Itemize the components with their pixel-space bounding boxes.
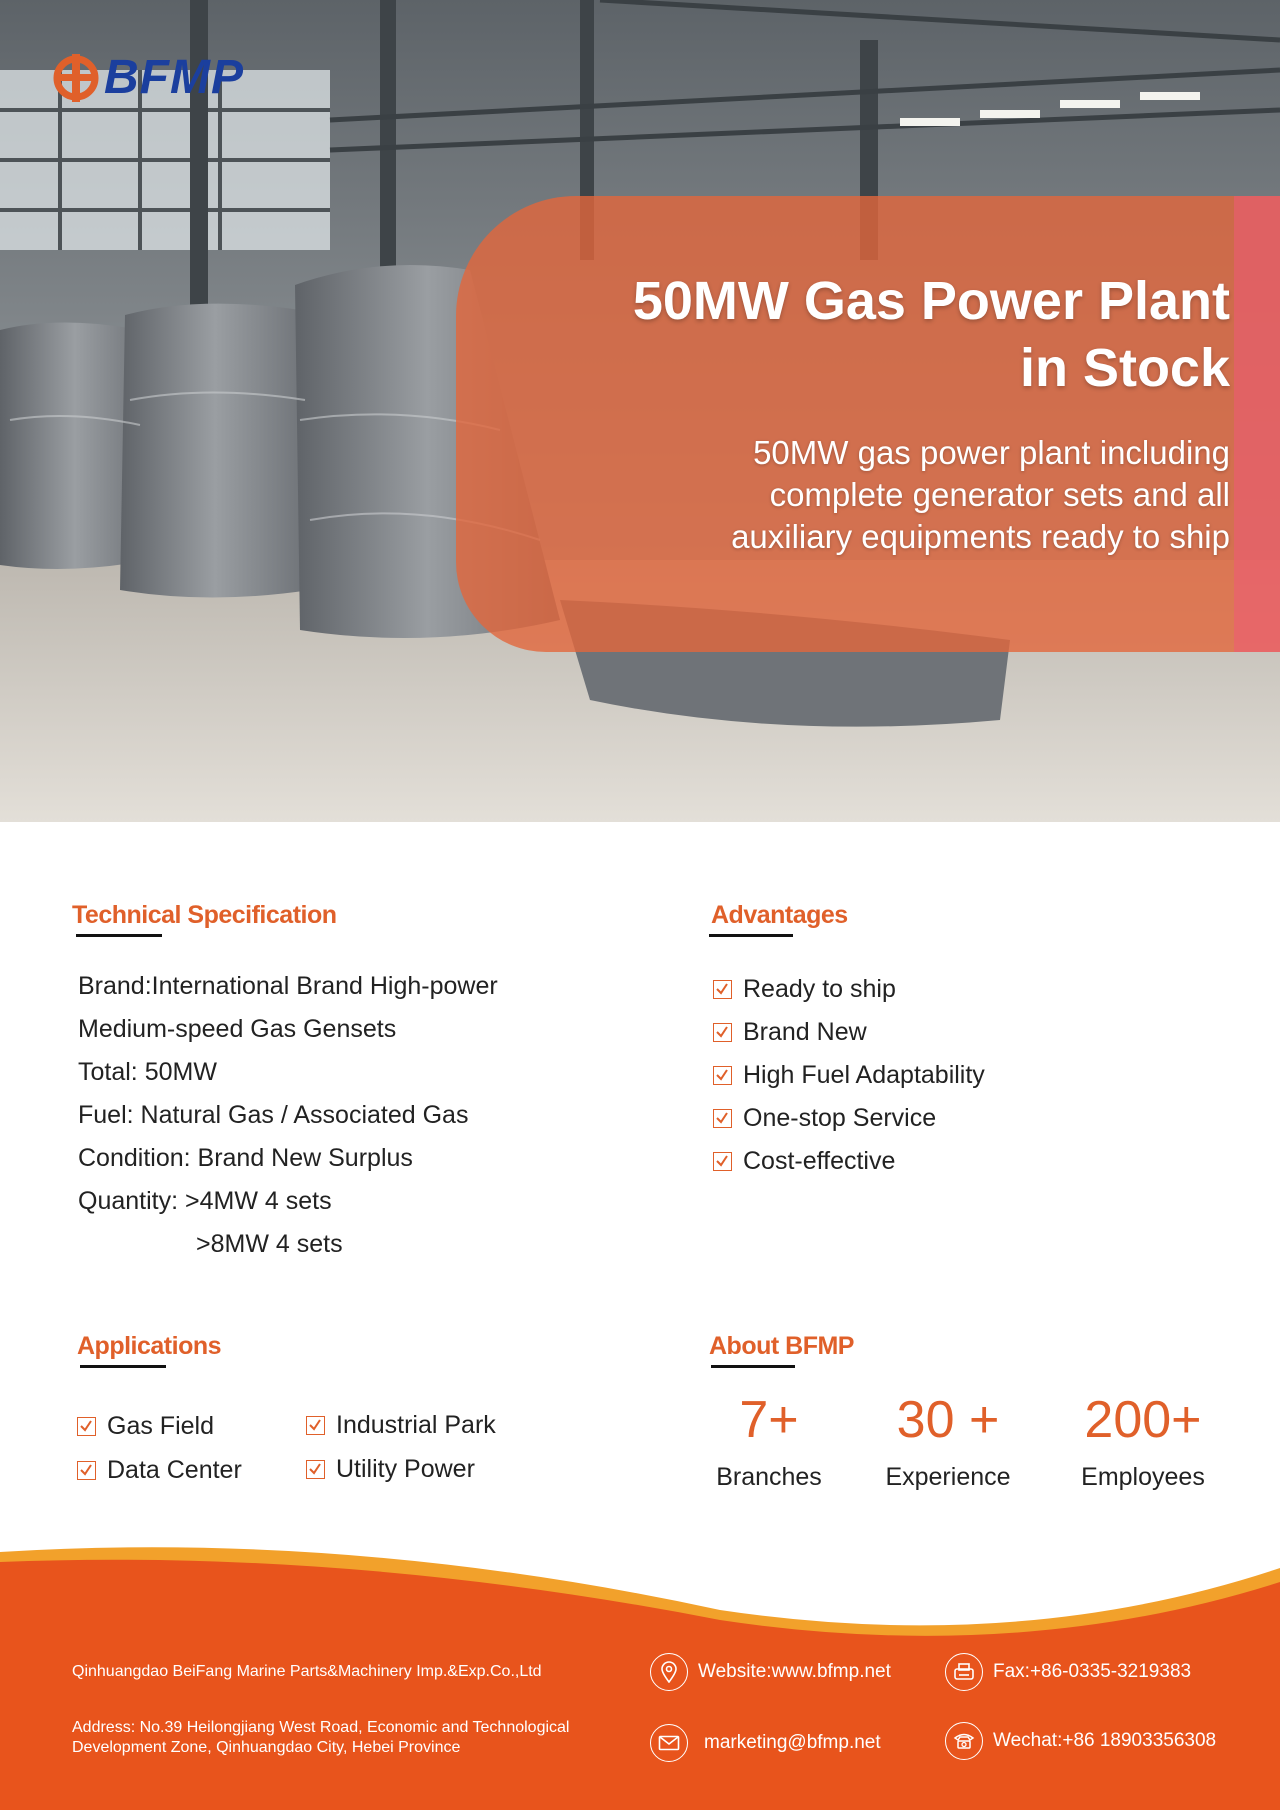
email-link[interactable]: marketing@bfmp.net bbox=[704, 1732, 881, 1753]
stat-value: 30 + bbox=[896, 1391, 1000, 1449]
hero-title bbox=[470, 268, 1230, 402]
about-underline bbox=[711, 1365, 795, 1368]
advantages-underline bbox=[709, 934, 793, 937]
application-label: Industrial Park bbox=[336, 1411, 496, 1439]
fax-icon bbox=[945, 1653, 983, 1691]
hero-title-line2: in Stock bbox=[1019, 338, 1230, 398]
advantage-item bbox=[713, 1146, 895, 1176]
check-icon bbox=[713, 1023, 732, 1042]
check-icon bbox=[713, 1109, 732, 1128]
applications-underline bbox=[80, 1365, 166, 1368]
hero-subtitle bbox=[610, 432, 1230, 558]
advantage-item bbox=[713, 1103, 936, 1133]
spec-line-total: Total: 50MW bbox=[78, 1058, 217, 1086]
check-icon bbox=[713, 1066, 732, 1085]
mail-icon bbox=[650, 1724, 688, 1762]
footer-website[interactable] bbox=[650, 1653, 891, 1691]
website-link[interactable]: Website:www.bfmp.net bbox=[698, 1661, 891, 1682]
application-item bbox=[306, 1454, 475, 1484]
check-icon bbox=[306, 1460, 325, 1479]
advantage-item bbox=[713, 1060, 985, 1090]
check-icon bbox=[713, 1152, 732, 1171]
tech-spec-heading: Technical Specification bbox=[72, 901, 337, 929]
spec-line-quantity: Quantity: >4MW 4 sets bbox=[78, 1187, 332, 1215]
bfmp-logo bbox=[52, 52, 244, 104]
spec-line-brand-cont: Medium-speed Gas Gensets bbox=[78, 1015, 397, 1043]
fax-number: Fax:+86-0335-3219383 bbox=[993, 1661, 1192, 1682]
application-label: Gas Field bbox=[107, 1412, 214, 1440]
footer-company-name: Qinhuangdao BeiFang Marine Parts&Machinery Imp.&Exp.Co.,Ltd bbox=[72, 1663, 542, 1680]
footer-address-line2: Development Zone, Qinhuangdao City, Hebei Province bbox=[72, 1739, 461, 1756]
logo-emblem-icon bbox=[52, 52, 100, 104]
check-icon bbox=[713, 980, 732, 999]
application-label: Utility Power bbox=[336, 1455, 475, 1483]
advantage-item bbox=[713, 974, 896, 1004]
footer-address-line1: Address: No.39 Heilongjiang West Road, Economic and Technological bbox=[72, 1719, 570, 1736]
hero-banner bbox=[0, 0, 1280, 822]
spec-line-condition: Condition: Brand New Surplus bbox=[78, 1144, 413, 1172]
stat-branches bbox=[699, 1392, 839, 1492]
stat-employees bbox=[1061, 1392, 1225, 1492]
application-label: Data Center bbox=[107, 1456, 242, 1484]
footer-wechat bbox=[945, 1722, 1216, 1760]
about-heading: About BFMP bbox=[709, 1332, 854, 1360]
check-icon bbox=[77, 1417, 96, 1436]
advantage-label: One-stop Service bbox=[743, 1104, 937, 1132]
spec-line-fuel: Fuel: Natural Gas / Associated Gas bbox=[78, 1101, 469, 1129]
hero-subtitle-line3: auxiliary equipments ready to ship bbox=[731, 518, 1230, 555]
stat-experience bbox=[868, 1392, 1028, 1492]
phone-icon bbox=[945, 1722, 983, 1760]
hero-subtitle-line1: 50MW gas power plant including bbox=[753, 434, 1230, 471]
stat-value: 200+ bbox=[1084, 1391, 1202, 1449]
stat-label: Employees bbox=[1081, 1463, 1205, 1491]
spec-line-brand: Brand:International Brand High-power bbox=[78, 972, 498, 1000]
advantage-label: Cost-effective bbox=[743, 1147, 896, 1175]
hero-overlay-edge bbox=[1234, 196, 1280, 652]
application-item bbox=[77, 1411, 214, 1441]
application-item bbox=[306, 1410, 496, 1440]
stat-label: Branches bbox=[716, 1463, 822, 1491]
applications-heading: Applications bbox=[77, 1332, 222, 1360]
advantages-heading: Advantages bbox=[711, 901, 848, 929]
hero-overlay-panel bbox=[456, 196, 1280, 652]
check-icon bbox=[306, 1416, 325, 1435]
advantage-item bbox=[713, 1017, 867, 1047]
advantage-label: Brand New bbox=[743, 1018, 867, 1046]
footer-email[interactable] bbox=[650, 1724, 881, 1762]
stat-value: 7+ bbox=[739, 1391, 799, 1449]
footer-fax bbox=[945, 1653, 1191, 1691]
advantage-label: High Fuel Adaptability bbox=[743, 1061, 985, 1089]
stat-label: Experience bbox=[885, 1463, 1011, 1491]
application-item bbox=[77, 1455, 242, 1485]
hero-title-line1: 50MW Gas Power Plant bbox=[632, 271, 1230, 331]
tech-spec-underline bbox=[76, 934, 162, 937]
footer-address bbox=[72, 1718, 604, 1758]
check-icon bbox=[77, 1461, 96, 1480]
spec-line-quantity-cont: >8MW 4 sets bbox=[196, 1230, 343, 1258]
logo-text: BFMP bbox=[104, 51, 244, 104]
hero-subtitle-line2: complete generator sets and all bbox=[769, 476, 1230, 513]
wechat-number: Wechat:+86 18903356308 bbox=[993, 1730, 1217, 1751]
advantage-label: Ready to ship bbox=[743, 975, 896, 1003]
location-pin-icon bbox=[650, 1653, 688, 1691]
